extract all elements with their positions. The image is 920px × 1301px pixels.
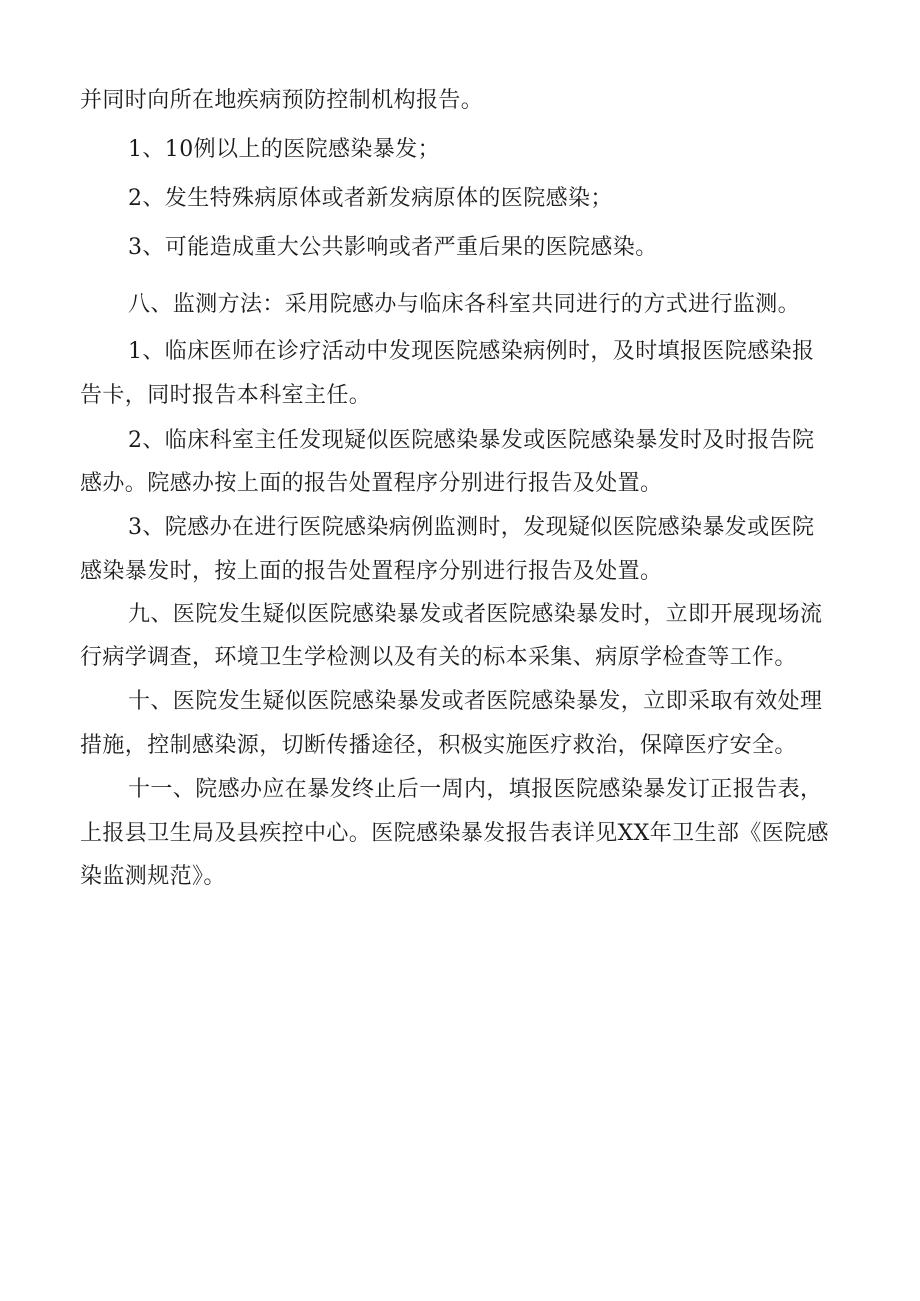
continuation-paragraph: 并同时向所在地疾病预防控制机构报告。: [80, 88, 484, 113]
list-item-3: 3、可能造成重大公共影响或者严重后果的医院感染。: [128, 235, 658, 260]
section-8-item-1-line1: 1、临床医师在诊疗活动中发现医院感染病例时，及时填报医院感染报: [128, 339, 815, 364]
section-8-item-3-line2: 感染暴发时，按上面的报告处置程序分别进行报告及处置。: [80, 559, 663, 584]
section-11-line1: 十一、院感办应在暴发终止后一周内，填报医院感染暴发订正报告表，: [128, 777, 823, 802]
section-10-line2: 措施，控制感染源，切断传播途径，积极实施医疗救治，保障医疗安全。: [80, 733, 797, 758]
section-8-item-3-line1: 3、院感办在进行医院感染病例监测时，发现疑似医院感染暴发或医院: [128, 515, 815, 540]
section-8-item-1-line2: 告卡，同时报告本科室主任。: [80, 383, 372, 408]
section-8-item-2-line2: 感办。院感办按上面的报告处置程序分别进行报告及处置。: [80, 471, 663, 496]
section-9-line1: 九、医院发生疑似医院感染暴发或者医院感染暴发时，立即开展现场流: [128, 602, 823, 627]
section-8-item-2-line1: 2、临床科室主任发现疑似医院感染暴发或医院感染暴发时及时报告院: [128, 428, 815, 453]
section-9-line2: 行病学调查，环境卫生学检测以及有关的标本采集、病原学检查等工作。: [80, 645, 797, 670]
section-11-line2: 上报县卫生局及县疾控中心。医院感染暴发报告表详见XX年卫生部《医院感: [80, 821, 829, 846]
list-item-1: 1、10例以上的医院感染暴发；: [128, 137, 440, 162]
list-item-2: 2、发生特殊病原体或者新发病原体的医院感染；: [128, 186, 613, 211]
section-11-line3: 染监测规范》。: [80, 864, 226, 889]
section-8-heading: 八、监测方法：采用院感办与临床各科室共同进行的方式进行监测。: [128, 292, 801, 317]
section-10-line1: 十、医院发生疑似医院感染暴发或者医院感染暴发，立即采取有效处理: [128, 689, 823, 714]
